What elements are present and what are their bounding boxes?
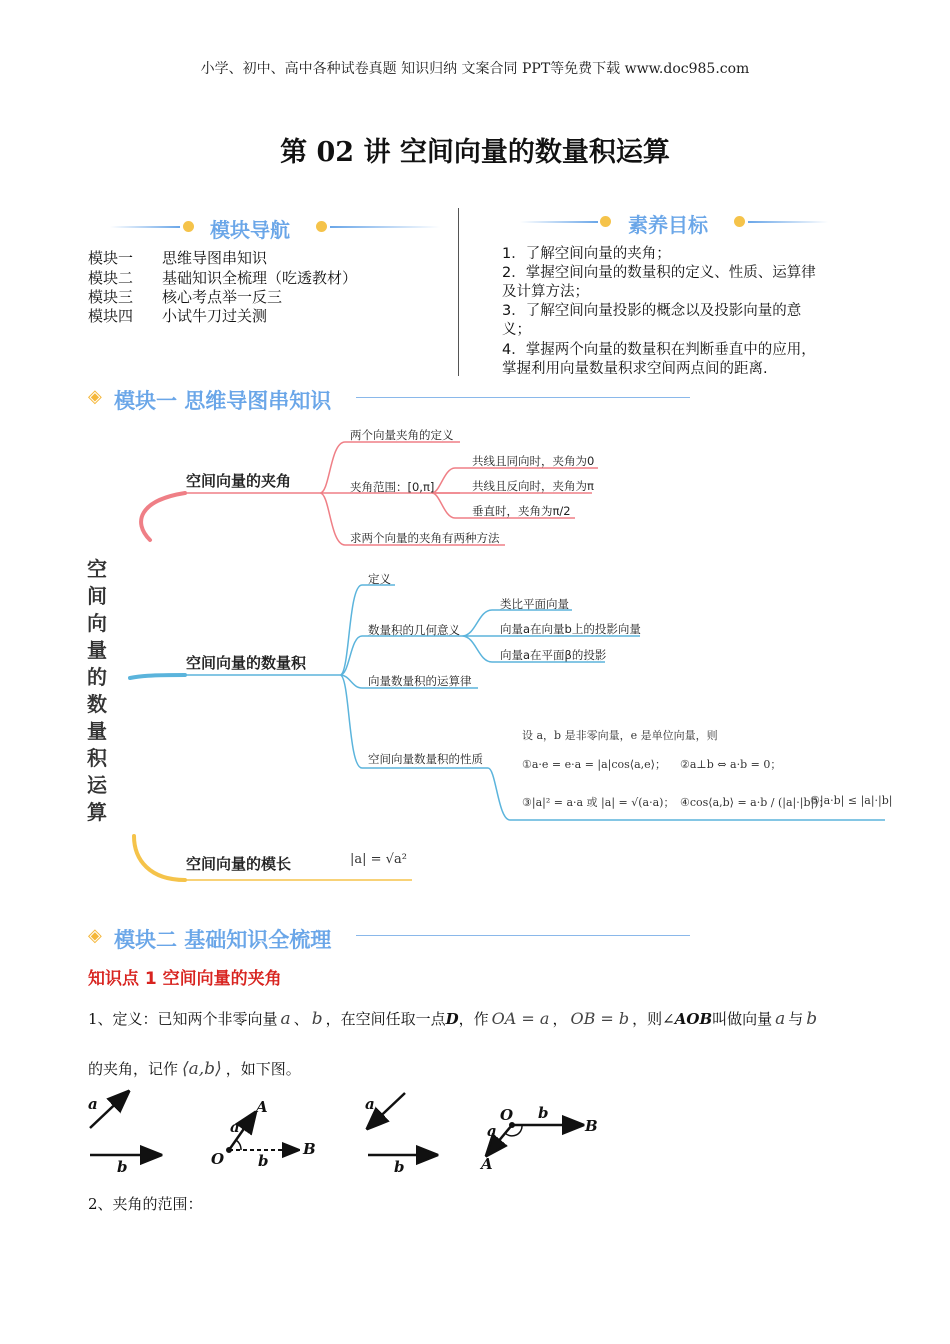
mindmap-node: 向量a在向量b上的投影向量 — [500, 622, 641, 636]
module2-banner-icon: ◈ — [88, 925, 102, 946]
knowledge-point-title: 知识点 1 空间向量的夹角 — [88, 969, 282, 989]
range-heading: 2、夹角的范围： — [88, 1195, 203, 1213]
mindmap-node: 求两个向量的夹角有两种方法 — [350, 531, 500, 545]
mindmap-node: 共线且反向时，夹角为π — [472, 479, 594, 493]
vector-oa: OA = a — [491, 1009, 550, 1028]
mindmap-magnitude-formula: |a| = √a² — [350, 852, 407, 867]
mindmap-branch-angle: 空间向量的夹角 — [186, 472, 292, 490]
nav-item-label: 核心考点举一反三 — [162, 288, 283, 306]
mindmap-node: 空间向量数量积的性质 — [368, 752, 483, 766]
fig4-label-a: a — [487, 1122, 497, 1140]
mindmap-prop-1: ①a·e = e·a = |a|cos⟨a,e⟩； — [522, 758, 666, 771]
nav-item-module: 模块三 — [88, 288, 134, 306]
fig4-label-B: B — [585, 1117, 598, 1135]
mindmap-node: 两个向量夹角的定义 — [350, 428, 454, 442]
goal-line: 1．了解空间向量的夹角； — [502, 246, 671, 262]
module1-banner-icon: ◈ — [88, 386, 102, 407]
vector-a: a — [775, 1009, 786, 1029]
goals-heading: 素养目标 — [628, 213, 708, 237]
fig2-origin — [227, 1148, 232, 1153]
nav-item-module: 模块四 — [88, 307, 134, 325]
mindmap-node: 数量积的几何意义 — [368, 623, 460, 637]
nav-heading: 模块导航 — [210, 218, 290, 242]
mindmap-prop-4: ④cos⟨a,b⟩ = a·b / (|a|·|b|)； — [680, 796, 830, 809]
fig4-label-O: O — [500, 1106, 514, 1124]
goal-line: 及计算方法； — [502, 284, 589, 300]
nav-item-module: 模块一 — [88, 249, 134, 267]
mindmap-node: 垂直时，夹角为π/2 — [472, 504, 571, 518]
mindmap-node: 定义 — [368, 572, 391, 586]
def-text: 的夹角，记作 — [88, 1060, 179, 1078]
fig2-angle-arc — [236, 1140, 241, 1150]
module2-banner: 模块二 基础知识全梳理 — [114, 928, 332, 952]
nav-item-label: 小试牛刀过关测 — [162, 307, 268, 325]
fig4-label-b: b — [538, 1104, 549, 1122]
mindmap-branch-dot-product: 空间向量的数量积 — [186, 654, 307, 672]
def-text: 1、定义：已知两个非零向量 — [88, 1010, 278, 1028]
fig2-label-b: b — [258, 1152, 269, 1170]
def-text: ，则∠ — [632, 1010, 675, 1028]
page-header: 小学、初中、高中各种试卷真题 知识归纳 文案合同 PPT等免费下载 www.doc985.com — [200, 61, 750, 77]
goal-line: 义； — [502, 322, 531, 338]
fig2-label-O: O — [211, 1150, 225, 1168]
mindmap-prop-3: ③|a|² = a·a 或 |a| = √(a·a)； — [522, 796, 675, 809]
goal-line: 4．掌握两个向量的数量积在判断垂直中的应用， — [502, 342, 816, 358]
fig2-label-a: a — [230, 1118, 240, 1136]
vector-b: b — [806, 1009, 818, 1029]
mindmap-root: 空间向量的数量积运算 — [87, 557, 107, 824]
mindmap-node: 共线且同向时，夹角为0 — [472, 454, 595, 468]
fig1-label-b: b — [117, 1158, 128, 1176]
goal-line: 3．了解空间向量投影的概念以及投影向量的意 — [502, 303, 802, 319]
vector-ob: OB = b — [570, 1009, 630, 1028]
fig3-label-b: b — [394, 1158, 405, 1176]
page-title: 第 02 讲 空间向量的数量积运算 — [280, 137, 670, 168]
mindmap-node: 夹角范围：[0,π] — [350, 480, 435, 494]
def-text: 、 — [293, 1010, 309, 1028]
goal-line: 掌握利用向量数量积求空间两点间的距离. — [502, 361, 768, 377]
fig4-label-A: A — [481, 1155, 493, 1173]
angle-notation: ⟨a,b⟩ — [182, 1059, 222, 1079]
nav-item-label: 思维导图串知识 — [162, 249, 268, 267]
vector-a: a — [280, 1009, 291, 1029]
fig2-label-A: A — [256, 1098, 268, 1116]
fig1-label-a: a — [88, 1095, 98, 1113]
nav-item-module: 模块二 — [88, 269, 134, 287]
mindmap-node: 向量数量积的运算律 — [368, 674, 472, 688]
def-text: ，在空间任取一点 — [325, 1010, 446, 1028]
mindmap-prop-5: ⑤|a·b| ≤ |a|·|b| — [810, 794, 893, 807]
mindmap-node: 向量a在平面β的投影 — [500, 648, 607, 662]
angle-aob: AOB — [674, 1010, 713, 1028]
fig3-label-a: a — [365, 1095, 375, 1113]
def-text: ，作 — [458, 1010, 489, 1028]
mindmap-props-intro: 设 a，b 是非零向量，e 是单位向量，则 — [522, 729, 718, 742]
goal-line: 2．掌握空间向量的数量积的定义、性质、运算律 — [502, 265, 816, 281]
nav-item-label: 基础知识全梳理（吃透教材） — [162, 269, 358, 287]
vector-b: b — [311, 1009, 323, 1029]
def-text: 叫做向量 — [712, 1010, 773, 1028]
def-text: 与 — [788, 1010, 804, 1028]
fig2-label-B: B — [303, 1140, 316, 1158]
mindmap-prop-2: ②a⊥b ⇔ a·b = 0； — [680, 758, 782, 771]
def-text: ， — [552, 1010, 568, 1028]
def-text: ，如下图。 — [225, 1060, 301, 1078]
mindmap-node: 类比平面向量 — [500, 597, 569, 611]
point-d: D — [445, 1010, 459, 1028]
module1-banner: 模块一 思维导图串知识 — [114, 389, 332, 413]
mindmap-branch-magnitude: 空间向量的模长 — [186, 855, 292, 873]
